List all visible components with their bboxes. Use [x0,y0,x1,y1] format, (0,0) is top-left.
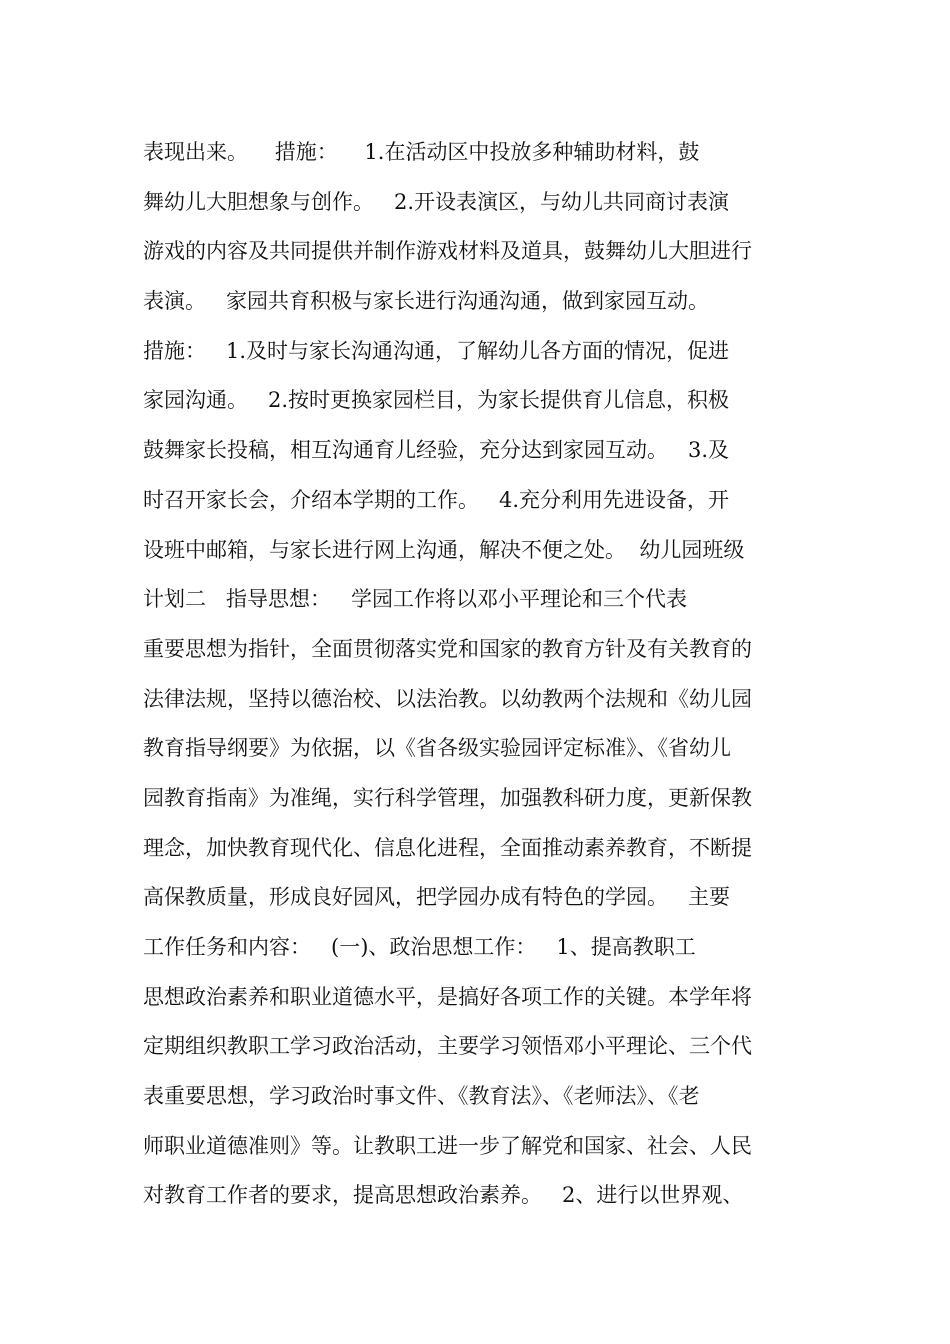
text-line-13: 教育指导纲要》为依据，以《省各级实验园评定标准》、《省幼儿 [143,736,731,761]
text-line-8: 时召开家长会，介绍本学期的工作。 4.充分利用先进设备，开 [143,487,730,512]
text-line-11: 重要思想为指针，全面贯彻落实党和国家的教育方针及有关教育的 [143,636,752,661]
text-line-9: 设班中邮箱，与家长进行网上沟通，解决不便之处。 幼儿园班级 [143,537,745,562]
text-line-12: 法律法规，坚持以德治校、以法治教。以幼教两个法规和《幼儿园 [143,686,752,711]
text-line-19: 定期组织教职工学习政治活动，主要学习领悟邓小平理论、三个代 [143,1034,752,1059]
text-line-16: 高保教质量，形成良好园风，把学园办成有特色的学园。 主要 [143,885,731,910]
text-line-5: 措施： 1.及时与家长沟通沟通，了解幼儿各方面的情况，促进 [143,338,730,363]
text-line-15: 理念，加快教育现代化、信息化进程，全面推动素养教育，不断提 [143,835,752,860]
text-line-3: 游戏的内容及共同提供并制作游戏材料及道具，鼓舞幼儿大胆进行 [143,239,752,264]
text-line-20: 表重要思想，学习政治时事文件、《教育法》、《老师法》、《老 [143,1084,700,1109]
text-line-4: 表演。 家园共育积极与家长进行沟通沟通，做到家园互动。 [143,289,710,314]
text-line-18: 思想政治素养和职业道德水平，是搞好各项工作的关键。本学年将 [143,984,752,1009]
text-line-14: 园教育指南》为准绳，实行科学管理，加强教科研力度，更新保教 [143,785,752,810]
text-line-2: 舞幼儿大胆想象与创作。 2.开设表演区，与幼儿共同商讨表演 [143,189,730,214]
text-line-22: 对教育工作者的要求，提高思想政治素养。 2、进行以世界观、 [143,1183,744,1208]
text-line-10: 计划二 指导思想： 学园工作将以邓小平理论和三个代表 [143,587,688,612]
text-line-21: 师职业道德准则》等。让教职工进一步了解党和国家、社会、人民 [143,1133,752,1158]
document-body [143,128,823,1221]
text-line-17: 工作任务和内容： (一)、政治思想工作： 1、提高教职工 [143,935,696,959]
text-line-7: 鼓舞家长投稿，相互沟通育儿经验，充分达到家园互动。 3.及 [143,438,730,463]
text-line-1: 表现出来。 措施： 1.在活动区中投放多种辅助材料，鼓 [143,140,700,164]
text-line-6: 家园沟通。 2.按时更换家园栏目，为家长提供育儿信息，积极 [143,388,730,413]
